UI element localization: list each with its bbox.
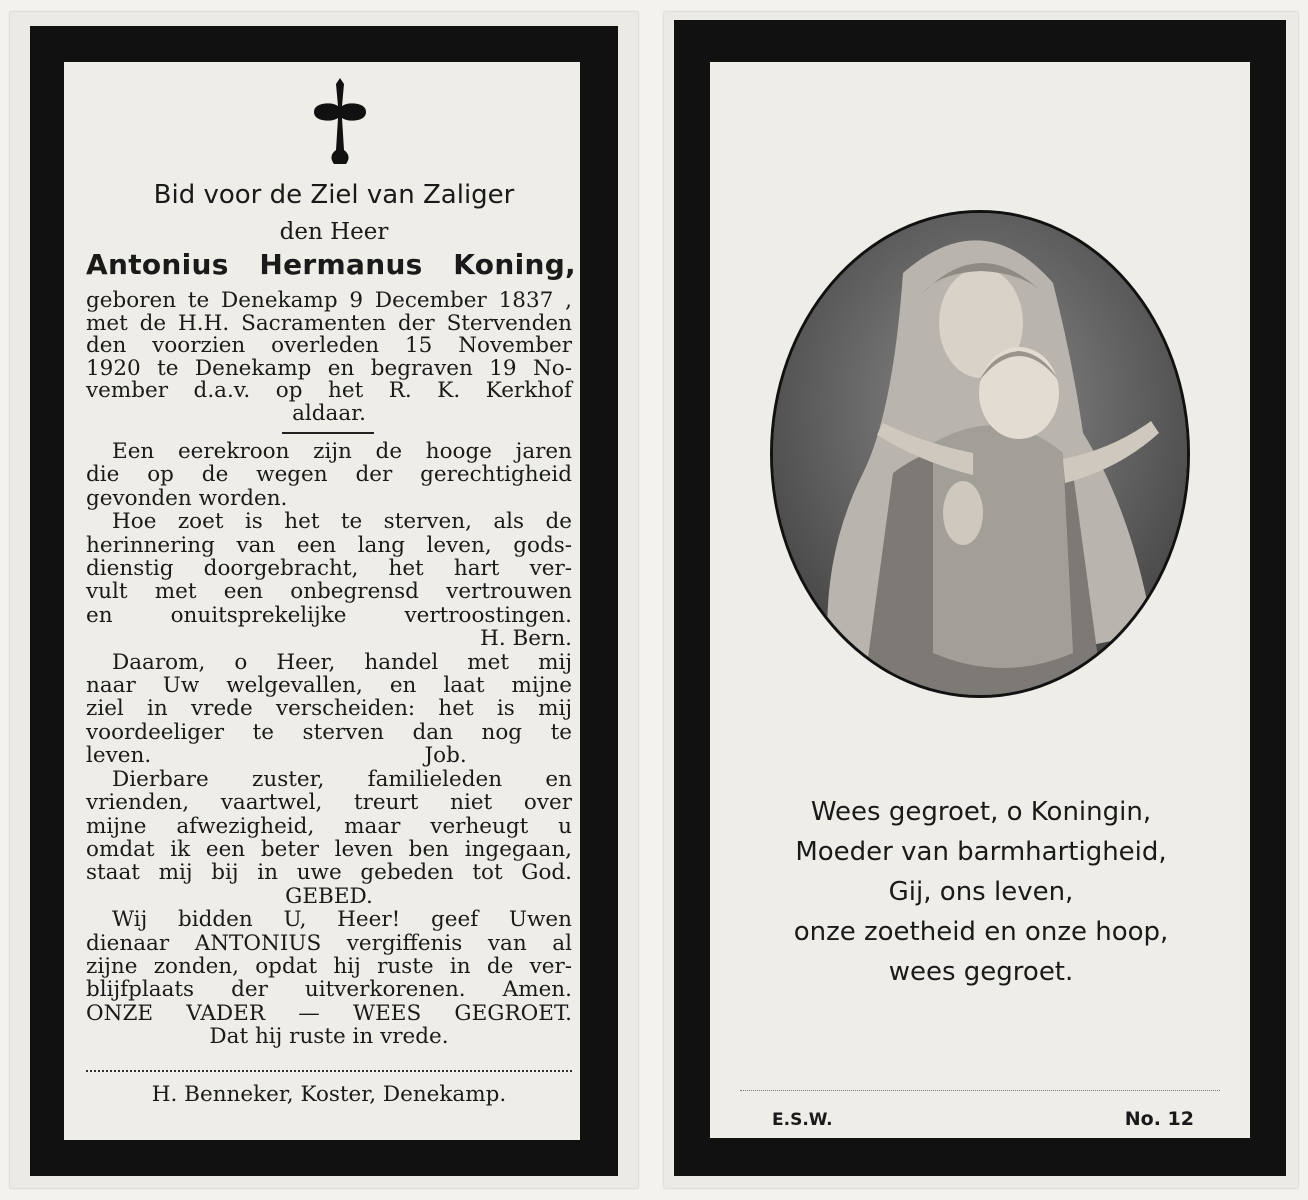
body-line: naar Uw welgevallen, en laat mijne	[86, 673, 572, 699]
madonna-and-child-image	[770, 210, 1190, 698]
body-line: vult met een onbegrensd vertrouwen	[86, 579, 572, 605]
honorific: den Heer	[279, 219, 389, 245]
body-line: ONZE VADER — WEES GEGROET.	[86, 1000, 572, 1026]
bio-line: geboren te Denekamp 9 December 1837 ,	[86, 288, 572, 313]
card-front-content	[64, 62, 580, 1140]
mourning-border	[30, 26, 618, 1176]
card-number: No. 12	[1124, 1108, 1194, 1130]
memorial-card-front	[10, 12, 638, 1188]
body-line: Een eerekroon zijn de hooge jaren	[112, 439, 572, 464]
body-line: die op de wegen der gerechtigheid	[86, 462, 572, 488]
salve-regina-prayer	[746, 792, 1216, 992]
body-line: Dat hij ruste in vrede.	[209, 1024, 449, 1050]
bio-line: aldaar.	[292, 400, 366, 426]
heading: Bid voor de Ziel van Zaliger	[153, 180, 515, 210]
body-line: ziel in vrede verscheiden: het is mij	[86, 696, 572, 722]
body-line: Hoe zoet is het te sterven, als de	[112, 509, 572, 535]
publisher-mark: E.S.W.	[772, 1110, 833, 1130]
body-line: zijne zonden, opdat hij ruste in de ver-	[86, 953, 572, 979]
cross-icon	[300, 76, 380, 166]
body-line: vrienden, vaartwel, treurt niet over	[86, 790, 572, 816]
memorial-card-back	[664, 12, 1298, 1188]
prayer-line: wees gegroet.	[888, 957, 1074, 987]
body-line: Wij bidden U, Heer! geef Uwen	[112, 907, 572, 933]
body-line: blijfplaats der uitverkorenen. Amen.	[86, 977, 572, 1003]
prayer-line: Gij, ons leven,	[888, 877, 1074, 907]
body-line: Daarom, o Heer, handel met mij	[112, 649, 572, 675]
body-line: en onuitsprekelijke vertroostingen.	[86, 602, 572, 628]
body-line: leven. Job.	[86, 743, 467, 769]
printer-credit: H. Benneker, Koster, Denekamp.	[151, 1082, 507, 1107]
body-line: mijne afwezigheid, maar verheugt u	[86, 813, 572, 839]
bio-line: vember d.a.v. op het R. K. Kerkhof	[86, 378, 572, 403]
body-line: staat mij bij in uwe gebeden tot God.	[86, 860, 572, 886]
body-line: Dierbare zuster, familieleden en	[112, 766, 572, 792]
body-line: omdat ik een beter leven ben ingegaan,	[86, 836, 572, 862]
biography	[86, 290, 572, 425]
card-back-content	[710, 62, 1250, 1138]
body-line: gevonden worden.	[86, 485, 288, 511]
prayer-line: onze zoetheid en onze hoop,	[793, 917, 1169, 947]
bio-line: 1920 te Denekamp en begraven 19 No-	[86, 355, 572, 381]
bio-line: met de H.H. Sacramenten der Stervenden	[86, 310, 572, 336]
body-line: dienstig doorgebracht, het hart ver-	[86, 556, 572, 582]
body-line: GEBED.	[285, 883, 373, 909]
prayer-line: Moeder van barmhartigheid,	[795, 837, 1167, 867]
verses-and-prayer	[86, 440, 572, 1049]
bio-line: den voorzien overleden 15 November	[86, 333, 572, 358]
body-line: herinnering van een lang leven, gods-	[86, 532, 572, 558]
mourning-border	[674, 20, 1286, 1176]
divider	[282, 432, 374, 434]
dotted-divider	[86, 1070, 572, 1072]
prayer-line: Wees gegroet, o Koningin,	[810, 797, 1152, 827]
dotted-divider	[740, 1090, 1220, 1091]
body-line: dienaar ANTONIUS vergiffenis van al	[86, 930, 572, 956]
madonna-illustration	[773, 213, 1187, 695]
body-line: H. Bern.	[480, 626, 572, 652]
body-line: voordeeliger te sterven dan nog te	[86, 719, 572, 745]
deceased-name: Antonius Hermanus Koning,	[86, 248, 576, 281]
